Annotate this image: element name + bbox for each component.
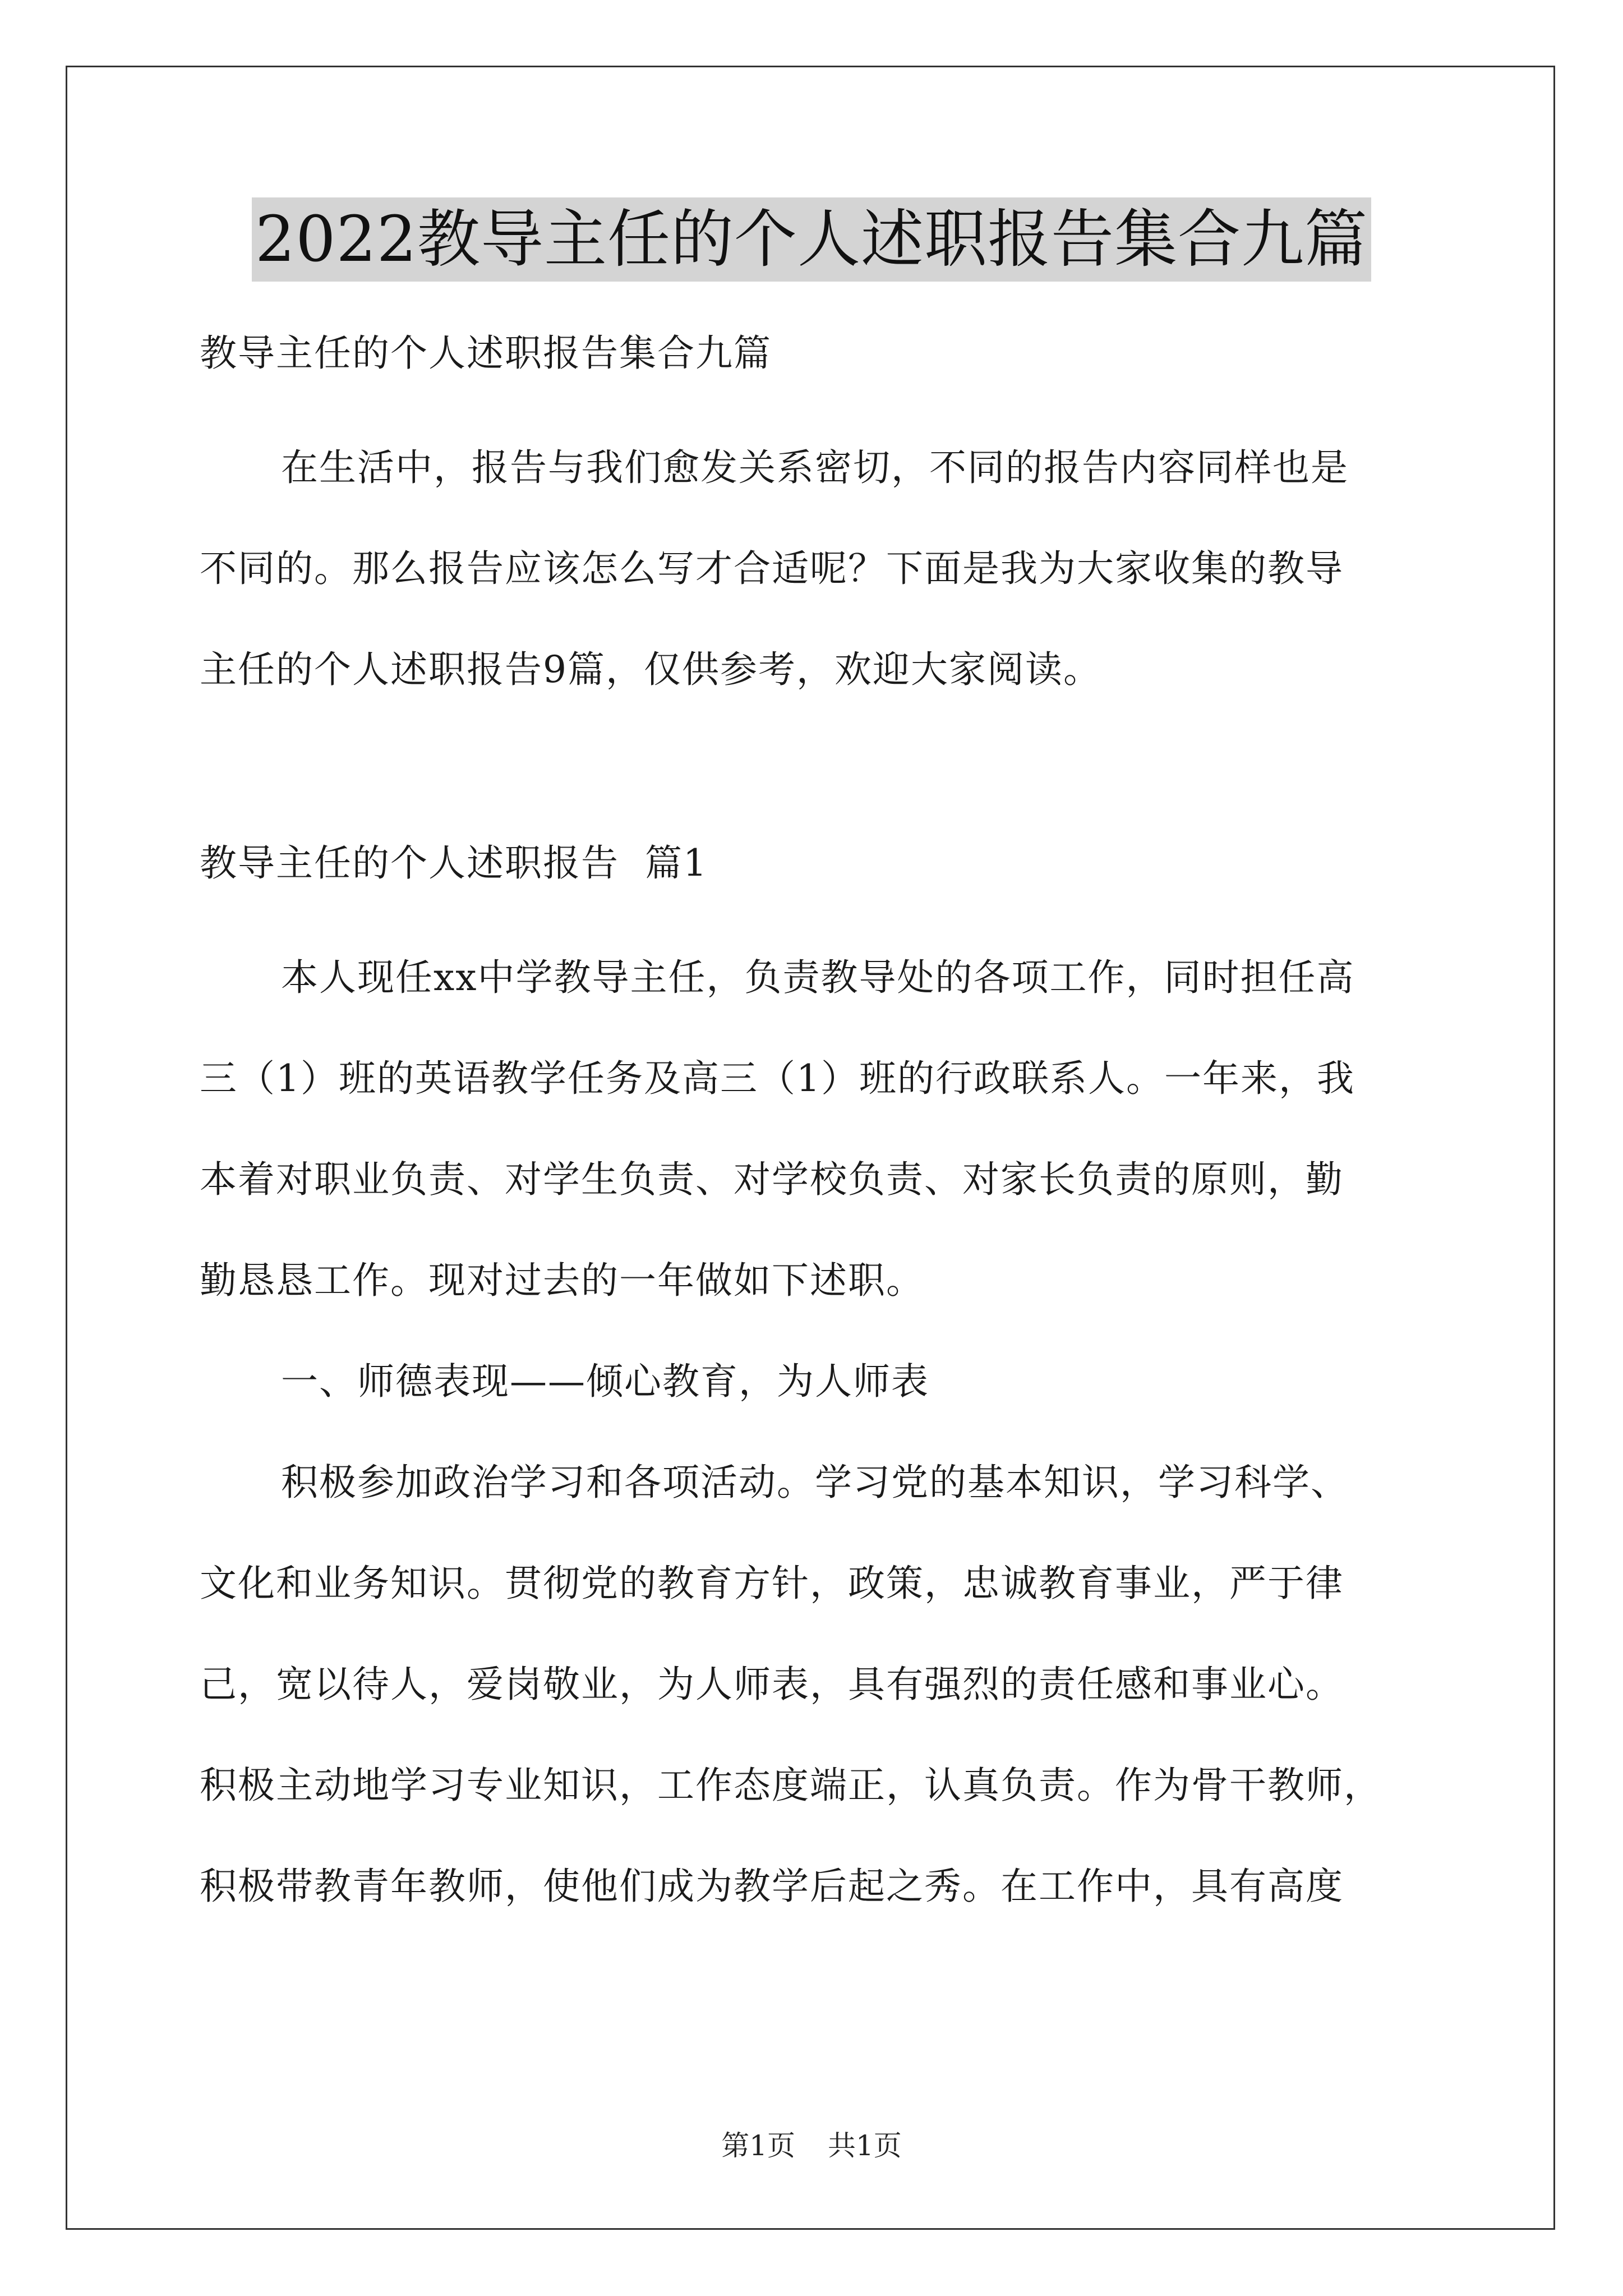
paragraph-line: 己，宽以待人，爱岗敬业，为人师表，具有强烈的责任感和事业心。: [200, 1663, 1344, 1706]
title-wrap: [0, 197, 1623, 282]
page-number: 第1页: [721, 2129, 795, 2162]
subheading: 一、师德表现——倾心教育，为人师表: [281, 1360, 929, 1403]
document-title: 2022教导主任的个人述职报告集合九篇: [252, 197, 1371, 282]
paragraph-line: 积极主动地学习专业知识，工作态度端正，认真负责。作为骨干教师，: [200, 1764, 1382, 1807]
page-footer: [0, 2126, 1623, 2165]
paragraph-line: 积极带教青年教师，使他们成为教学后起之秀。在工作中，具有高度: [200, 1865, 1344, 1908]
document-body: [200, 303, 1433, 1937]
paragraph-line: 本着对职业负责、对学生负责、对学校负责、对家长负责的原则，勤: [200, 1158, 1344, 1201]
paragraph-line: 勤恳恳工作。现对过去的一年做如下述职。: [200, 1259, 924, 1302]
paragraph-line: 文化和业务知识。贯彻党的教育方针，政策，忠诚教育事业，严于律: [200, 1562, 1344, 1605]
paragraph-line: 三（1）班的英语教学任务及高三（1）班的行政联系人。一年来，我: [200, 1057, 1355, 1100]
section-heading: 教导主任的个人述职报告 篇1: [200, 841, 708, 885]
document-subtitle: 教导主任的个人述职报告集合九篇: [200, 332, 772, 375]
paragraph-line: 积极参加政治学习和各项活动。学习党的基本知识，学习科学、: [281, 1461, 1349, 1504]
intro-line: 在生活中，报告与我们愈发关系密切，不同的报告内容同样也是: [281, 446, 1349, 489]
intro-line: 主任的个人述职报告9篇，仅供参考，欢迎大家阅读。: [200, 648, 1101, 691]
intro-line: 不同的。那么报告应该怎么写才合适呢？下面是我为大家收集的教导: [200, 547, 1344, 590]
page-total: 共1页: [828, 2129, 902, 2162]
paragraph-line: 本人现任xx中学教导主任，负责教导处的各项工作，同时担任高: [281, 956, 1355, 999]
